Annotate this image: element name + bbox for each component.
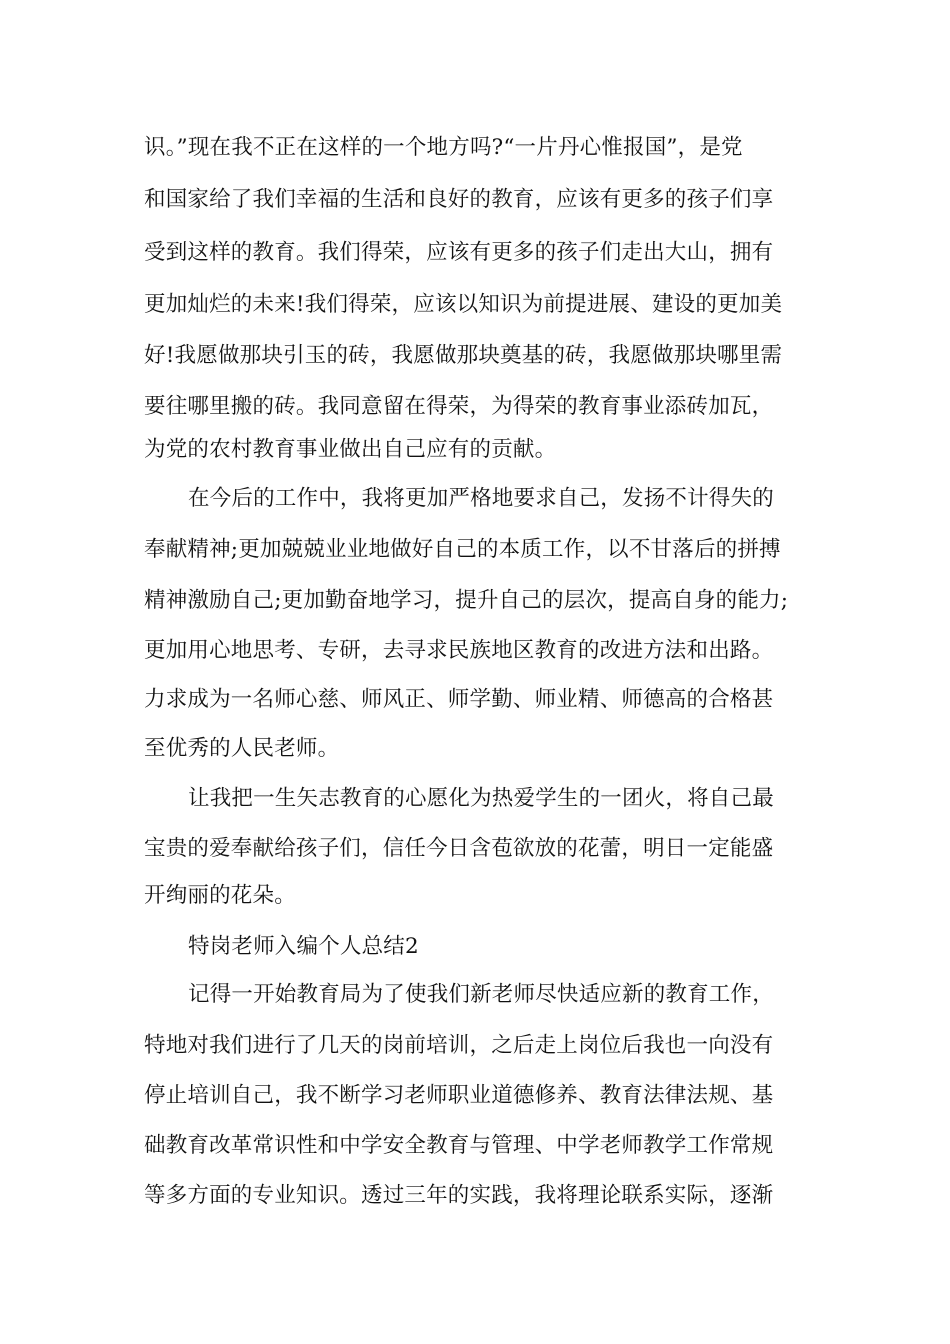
- paragraph-line: 础教育改革常识性和中学安全教育与管理、中学老师教学工作常规: [144, 1133, 774, 1158]
- paragraph-line: 更加灿烂的未来!我们得荣，应该以知识为前提进展、建设的更加美: [144, 292, 783, 317]
- paragraph-line: 受到这样的教育。我们得荣，应该有更多的孩子们走出大山，拥有: [144, 240, 774, 265]
- paragraph-line: 特地对我们进行了几天的岗前培训，之后走上岗位后我也一向没有: [144, 1033, 774, 1058]
- paragraph-line: 和国家给了我们幸福的生活和良好的教育，应该有更多的孩子们享: [144, 187, 774, 212]
- section-heading: 特岗老师入编个人总结2: [188, 934, 419, 959]
- paragraph-line: 停止培训自己，我不断学习老师职业道德修养、教育法律法规、基: [144, 1083, 774, 1108]
- paragraph-line: 为党的农村教育事业做出自己应有的贡献。: [144, 437, 557, 462]
- paragraph-line: 要往哪里搬的砖。我同意留在得荣，为得荣的教育事业添砖加瓦，: [144, 394, 774, 419]
- paragraph-line: 力求成为一名师心慈、师风正、师学勤、师业精、师德高的合格甚: [144, 687, 774, 712]
- paragraph-line: 奉献精神;更加兢兢业业地做好自己的本质工作，以不甘落后的拼搏: [144, 537, 781, 562]
- paragraph-line: 记得一开始教育局为了使我们新老师尽快适应新的教育工作，: [188, 982, 774, 1007]
- paragraph-line: 开绚丽的花朵。: [144, 883, 296, 908]
- paragraph-line: 精神激励自己;更加勤奋地学习，提升自己的层次，提高自身的能力;: [144, 588, 789, 613]
- paragraph-line: 更加用心地思考、专研，去寻求民族地区教育的改进方法和出路。: [144, 638, 774, 663]
- paragraph-line: 好!我愿做那块引玉的砖，我愿做那块奠基的砖，我愿做那块哪里需: [144, 343, 783, 368]
- paragraph-line: 至优秀的人民老师。: [144, 736, 340, 761]
- paragraph-line: 让我把一生矢志教育的心愿化为热爱学生的一团火，将自己最: [188, 786, 774, 811]
- paragraph-line: 识。”现在我不正在这样的一个地方吗?“一片丹心惟报国”，是党: [144, 135, 743, 160]
- paragraph-line: 在今后的工作中，我将更加严格地要求自己，发扬不计得失的: [188, 486, 774, 511]
- paragraph-line: 宝贵的爱奉献给孩子们，信任今日含苞欲放的花蕾，明日一定能盛: [144, 836, 774, 861]
- paragraph-line: 等多方面的专业知识。透过三年的实践，我将理论联系实际，逐渐: [144, 1183, 774, 1208]
